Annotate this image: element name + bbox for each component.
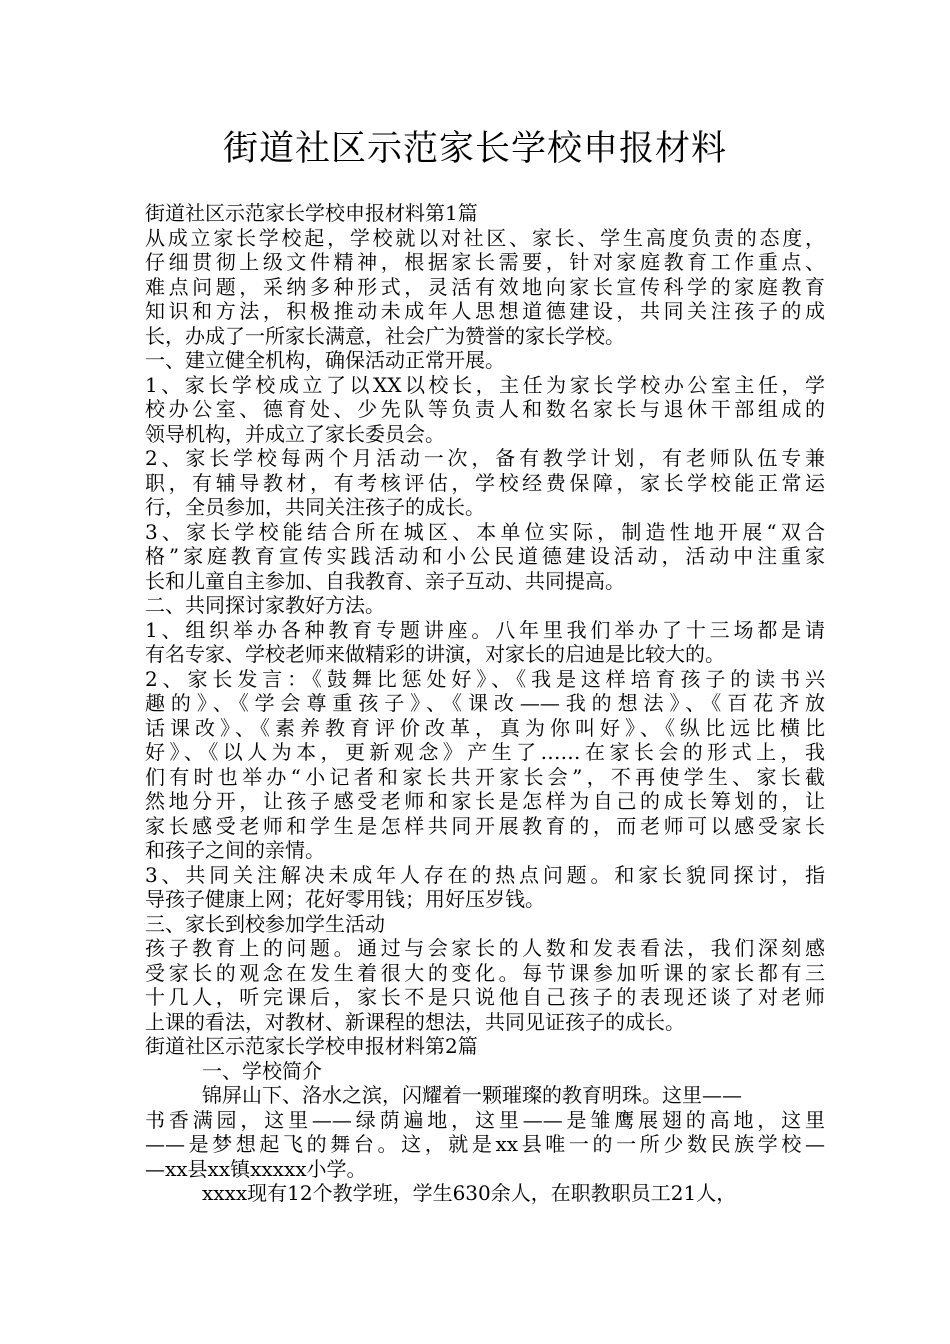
text-line: 一、建立健全机构，确保活动正常开展。 [145, 348, 505, 372]
text-line: 们有时也举办“小记者和家长共开家长会”，不再使学生、家长截 [145, 764, 825, 789]
text-line: 趣的》、《学会尊重孩子》、《课改——我的想法》、《百花齐放 [145, 691, 825, 715]
text-line: 和孩子之间的亲情。 [145, 838, 325, 862]
text-line: 导孩子健康上网；花好零用钱；用好压岁钱。 [145, 887, 545, 911]
text-line: 三、家长到校参加学生活动 [145, 911, 385, 936]
text-line: 书香满园，这里——绿荫遍地，这里——是雏鹰展翅的高地，这里 [145, 1107, 825, 1132]
text-line: 1、家长学校成立了以XX以校长，主任为家长学校办公室主任，学 [145, 372, 825, 397]
text-line: 好》、《以人为本，更新观念》产生了……在家长会的形式上，我 [145, 740, 825, 764]
text-line: 格”家庭教育宣传实践活动和小公民道德建设活动，活动中注重家 [145, 544, 825, 568]
text-line: 十几人，听完课后，家长不是只说他自己孩子的表现还谈了对老师 [145, 985, 825, 1009]
text-line: 职，有辅导教材，有考核评估，学校经费保障，家长学校能正常运 [145, 470, 825, 495]
text-line: xxxx现有12个教学班，学生630余人，在职教职员工21人， [202, 1181, 737, 1205]
text-line: 3、共同关注解决未成年人存在的热点问题。和家长貌同探讨，指 [145, 862, 825, 887]
text-line: 3、家长学校能结合所在城区、本单位实际，制造性地开展“双合 [145, 519, 825, 544]
text-line: 长，办成了一所家长满意，社会广为赞誉的家长学校。 [145, 323, 625, 348]
document-title: 街道社区示范家长学校申报材料 [222, 129, 727, 169]
text-line: 知识和方法，积极推动未成年人思想道德建设，共同关注孩子的成 [145, 299, 825, 323]
text-line: 2、家长学校每两个月活动一次，备有教学计划，有老师队伍专兼 [145, 446, 825, 470]
text-line: —xx县xx镇xxxxx小学。 [145, 1156, 367, 1181]
text-line: 长和儿童自主参加、自我教育、亲子互动、共同提高。 [145, 568, 625, 593]
text-line: 1、组织举办各种教育专题讲座。八年里我们举办了十三场都是请 [145, 617, 825, 642]
text-line: 仔细贯彻上级文件精神，根据家长需要，针对家庭教育工作重点、 [145, 250, 825, 274]
text-line: ——是梦想起飞的舞台。这，就是xx县唯一的一所少数民族学校— [145, 1132, 825, 1156]
text-line: 一、学校简介 [202, 1058, 322, 1083]
text-line: 从成立家长学校起，学校就以对社区、家长、学生高度负责的态度， [145, 225, 825, 250]
text-line: 街道社区示范家长学校申报材料第2篇 [145, 1034, 478, 1058]
text-line: 校办公室、德育处、少先队等负责人和数名家长与退休干部组成的 [145, 397, 825, 421]
text-line: 行，全员参加，共同关注孩子的成长。 [145, 495, 485, 519]
text-line: 家长感受老师和学生是怎样共同开展教育的，而老师可以感受家长 [145, 813, 825, 838]
text-line: 孩子教育上的问题。通过与会家长的人数和发表看法，我们深刻感 [145, 936, 825, 960]
text-line: 难点问题，采纳多种形式，灵活有效地向家长宣传科学的家庭教育 [145, 274, 825, 299]
text-line: 2、家长发言：《鼓舞比惩处好》、《我是这样培育孩子的读书兴 [145, 666, 825, 691]
text-line: 上课的看法，对教材、新课程的想法，共同见证孩子的成长。 [145, 1009, 685, 1034]
text-line: 话课改》、《素养教育评价改革，真为你叫好》、《纵比远比横比 [145, 715, 825, 740]
text-line: 受家长的观念在发生着很大的变化。每节课参加听课的家长都有三 [145, 960, 825, 985]
text-line: 街道社区示范家长学校申报材料第1篇 [145, 201, 478, 225]
text-line: 然地分开，让孩子感受老师和家长是怎样为自己的成长筹划的，让 [145, 789, 825, 813]
document-body [145, 201, 825, 1206]
text-line: 领导机构，并成立了家长委员会。 [145, 421, 445, 446]
text-line: 锦屏山下、洛水之滨，闪耀着一颗璀璨的教育明珠。这里—— [202, 1083, 742, 1107]
text-line: 二、共同探讨家教好方法。 [145, 593, 385, 617]
text-line: 有名专家、学校老师来做精彩的讲演，对家长的启迪是比较大的。 [145, 642, 725, 666]
